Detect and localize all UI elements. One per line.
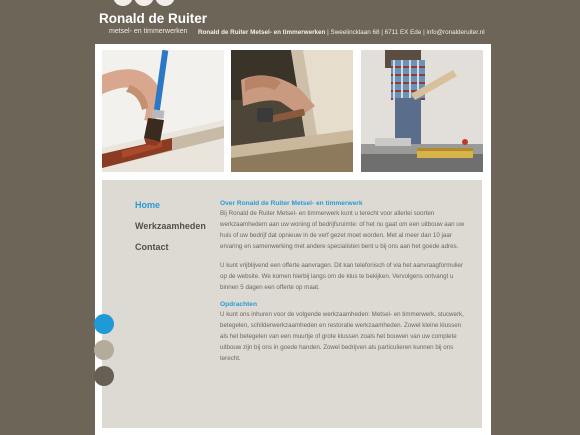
- about-paragraph: Bij Ronald de Ruiter Metsel- en timmerwerk kunt u terecht voor allerlei soorten werkzaamhedem aan uw woning of bedrijfsruimte: of het nu gaat om een uitbouw aan uw huis of uw bedrijf dat opnieuw in de verf gezet moet worden. Met al meer dan 10 jaar ervaring en samenwerking met andere specialisten bent u bij ons aan het goede adres.: [220, 210, 465, 250]
- site-header: [95, 0, 491, 44]
- quote-paragraph: U kunt vrijblijvend een offerte aanvragen. Dit kan telefonisch of via het aanvraagformulier op de website. We komen hierbij langs om de klus te bekijken. Vervolgens ontvangt u binnen 5 dagen een offerte op maat.: [220, 262, 464, 291]
- nav-item-contact[interactable]: Contact: [135, 242, 169, 252]
- brand-subtitle: metsel- en timmerwerken: [109, 28, 188, 35]
- beige-dot-icon: [94, 340, 114, 360]
- assignments-paragraph: U kunt ons inhuren voor de volgende werkzaamheden: Metsel- en timmerwerk, stucwerk, betegelen, schilderwerkzaamheden en restoratie werkzaamheden. Zowel kleine klussen als het betegelen van een muurtje of grote klussen zoals het bouwen van uw complete uitbouw zijn bij ons in goede handen. Zowel bedrijven als particulieren kunnen bij ons terecht.: [220, 311, 464, 362]
- separator: |: [381, 29, 383, 36]
- email-link[interactable]: info@ronalderuiter.nl: [426, 29, 485, 36]
- hammer-carpentry-photo: [231, 50, 353, 172]
- postal-code: 6711 EX Ede: [384, 29, 422, 36]
- content-panel: [102, 180, 482, 428]
- main-navigation: [135, 200, 206, 263]
- separator: |: [423, 29, 425, 36]
- nav-item-home[interactable]: Home: [135, 200, 161, 210]
- assignments-heading: Opdrachten: [220, 301, 258, 308]
- about-heading: Over Ronald de Ruiter Metsel- en timmerwerk: [220, 200, 363, 207]
- main-text: [220, 200, 466, 372]
- woodworking-workshop-photo: [361, 50, 483, 172]
- address: Sweelincklaan 68: [330, 29, 380, 36]
- company-name: Ronald de Ruiter Metsel- en timmerwerken: [198, 29, 326, 36]
- brand-title[interactable]: Ronald de Ruiter: [99, 11, 208, 26]
- logo-mark-icon: [107, 0, 177, 8]
- contact-info: [198, 29, 485, 36]
- separator: |: [327, 29, 329, 36]
- brown-dot-icon: [94, 366, 114, 386]
- paintbrush-staining-wood-photo: [102, 50, 224, 172]
- blue-dot-icon: [94, 314, 114, 334]
- nav-item-werkzaamheden[interactable]: Werkzaamheden: [135, 221, 206, 231]
